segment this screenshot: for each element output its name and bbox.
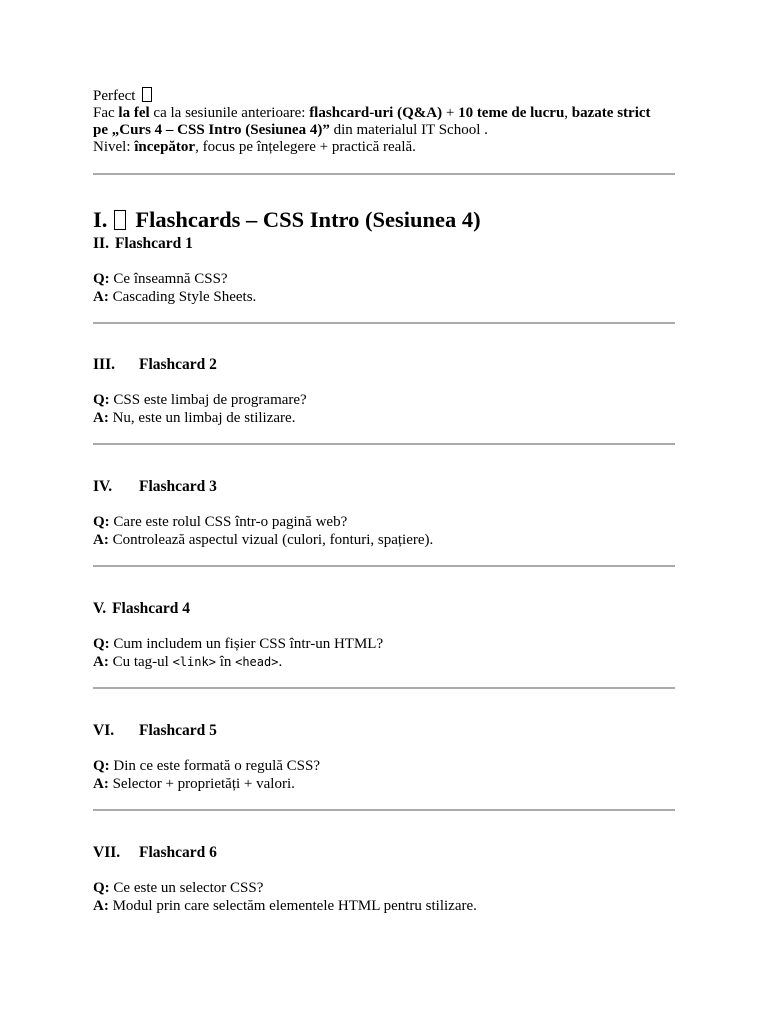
flashcard-qa [93,391,675,427]
flashcard-qa [93,757,675,793]
question-text: Ce înseamnă CSS? [109,271,228,287]
intro-perfect-text: Perfect [93,88,136,104]
answer-line [93,531,675,549]
divider [93,809,675,811]
missing-glyph-icon [114,210,126,230]
question-line [93,270,675,288]
flashcard-number: III. [93,356,115,373]
flashcard-qa [93,513,675,549]
document-body [93,87,675,915]
question-text: Care este rolul CSS într-o pagină web? [109,514,348,530]
answer-line [93,653,675,671]
question-text: Din ce este formată o regulă CSS? [109,758,321,774]
question-line [93,513,675,531]
section-title [93,207,675,233]
answer-text: Modul prin care selectăm elementele HTML pentru stilizare. [108,898,477,914]
intro-text: Fac [93,105,119,121]
intro-bold: flashcard-uri (Q&A) [309,105,443,121]
intro-bold: începător [134,139,196,155]
divider [93,173,675,175]
intro-bold: pe „Curs 4 – CSS Intro (Sesiunea 4)” [93,122,330,138]
answer-text: Controlează aspectul vizual (culori, fonturi, spațiere). [108,532,434,548]
question-line [93,879,675,897]
flashcard-heading [93,478,675,496]
flashcard-number: V. [93,600,107,617]
flashcard-title: Flashcard 2 [139,356,217,373]
question-line [93,391,675,409]
divider [93,443,675,445]
intro-text: , focus pe înțelegere + practică reală. [195,139,416,155]
flashcard-number: VI. [93,722,115,739]
question-label: Q: [93,271,110,287]
answer-label: A: [93,532,109,548]
flashcard-qa [93,635,675,671]
flashcard-number: VII. [93,844,121,861]
intro-text: Nivel: [93,139,135,155]
flashcard-number: II. [93,235,109,252]
flashcard-heading [93,356,675,374]
question-label: Q: [93,514,110,530]
intro-text: ca la sesiunile anterioare: [149,105,310,121]
intro-line-4 [93,139,675,156]
flashcard-title: Flashcard 3 [139,478,217,495]
answer-text: în [215,654,236,670]
answer-line [93,775,675,793]
question-label: Q: [93,758,110,774]
question-text: Ce este un selector CSS? [109,880,264,896]
answer-label: A: [93,410,109,426]
flashcard-qa [93,270,675,306]
answer-label: A: [93,654,109,670]
flashcard-number: IV. [93,478,113,495]
intro-text: din materialul IT School . [329,122,488,138]
flashcard-heading [93,844,675,862]
intro-text: + [442,105,459,121]
divider [93,322,675,324]
code-link-tag: <link> [172,655,216,669]
question-line [93,635,675,653]
intro-bold: bazate strict [571,105,651,121]
question-label: Q: [93,636,110,652]
flashcard-title: Flashcard 6 [139,844,217,861]
answer-text: . [278,654,283,670]
question-label: Q: [93,880,110,896]
intro-paragraph [93,87,675,156]
intro-line-2 [93,105,675,122]
answer-text: Nu, este un limbaj de stilizare. [108,410,296,426]
answer-line [93,897,675,915]
flashcard-heading [93,722,675,740]
answer-text: Cu tag-ul [108,654,173,670]
flashcard-heading [93,600,675,618]
answer-text: Selector + proprietăți + valori. [108,776,295,792]
question-text: Cum includem un fișier CSS într-un HTML? [109,636,384,652]
flashcard-title: Flashcard 4 [112,600,191,617]
flashcard-qa [93,879,675,915]
question-label: Q: [93,392,110,408]
answer-line [93,409,675,427]
intro-text: , [564,105,572,121]
divider [93,687,675,689]
section-number: I. [93,207,108,232]
intro-bold: la fel [118,105,150,121]
answer-label: A: [93,776,109,792]
answer-label: A: [93,289,109,305]
question-text: CSS este limbaj de programare? [109,392,307,408]
question-line [93,757,675,775]
section-title-text: Flashcards – CSS Intro (Sesiunea 4) [135,207,481,232]
flashcard-heading [93,235,675,253]
code-head-tag: <head> [235,655,279,669]
flashcard-title: Flashcard 5 [139,722,217,739]
intro-line-3 [93,122,675,139]
intro-bold: 10 teme de lucru [458,105,565,121]
answer-line [93,288,675,306]
divider [93,565,675,567]
answer-text: Cascading Style Sheets. [108,289,257,305]
answer-label: A: [93,898,109,914]
missing-glyph-icon [142,87,152,102]
intro-line-1 [93,87,675,105]
flashcard-title: Flashcard 1 [114,235,193,252]
